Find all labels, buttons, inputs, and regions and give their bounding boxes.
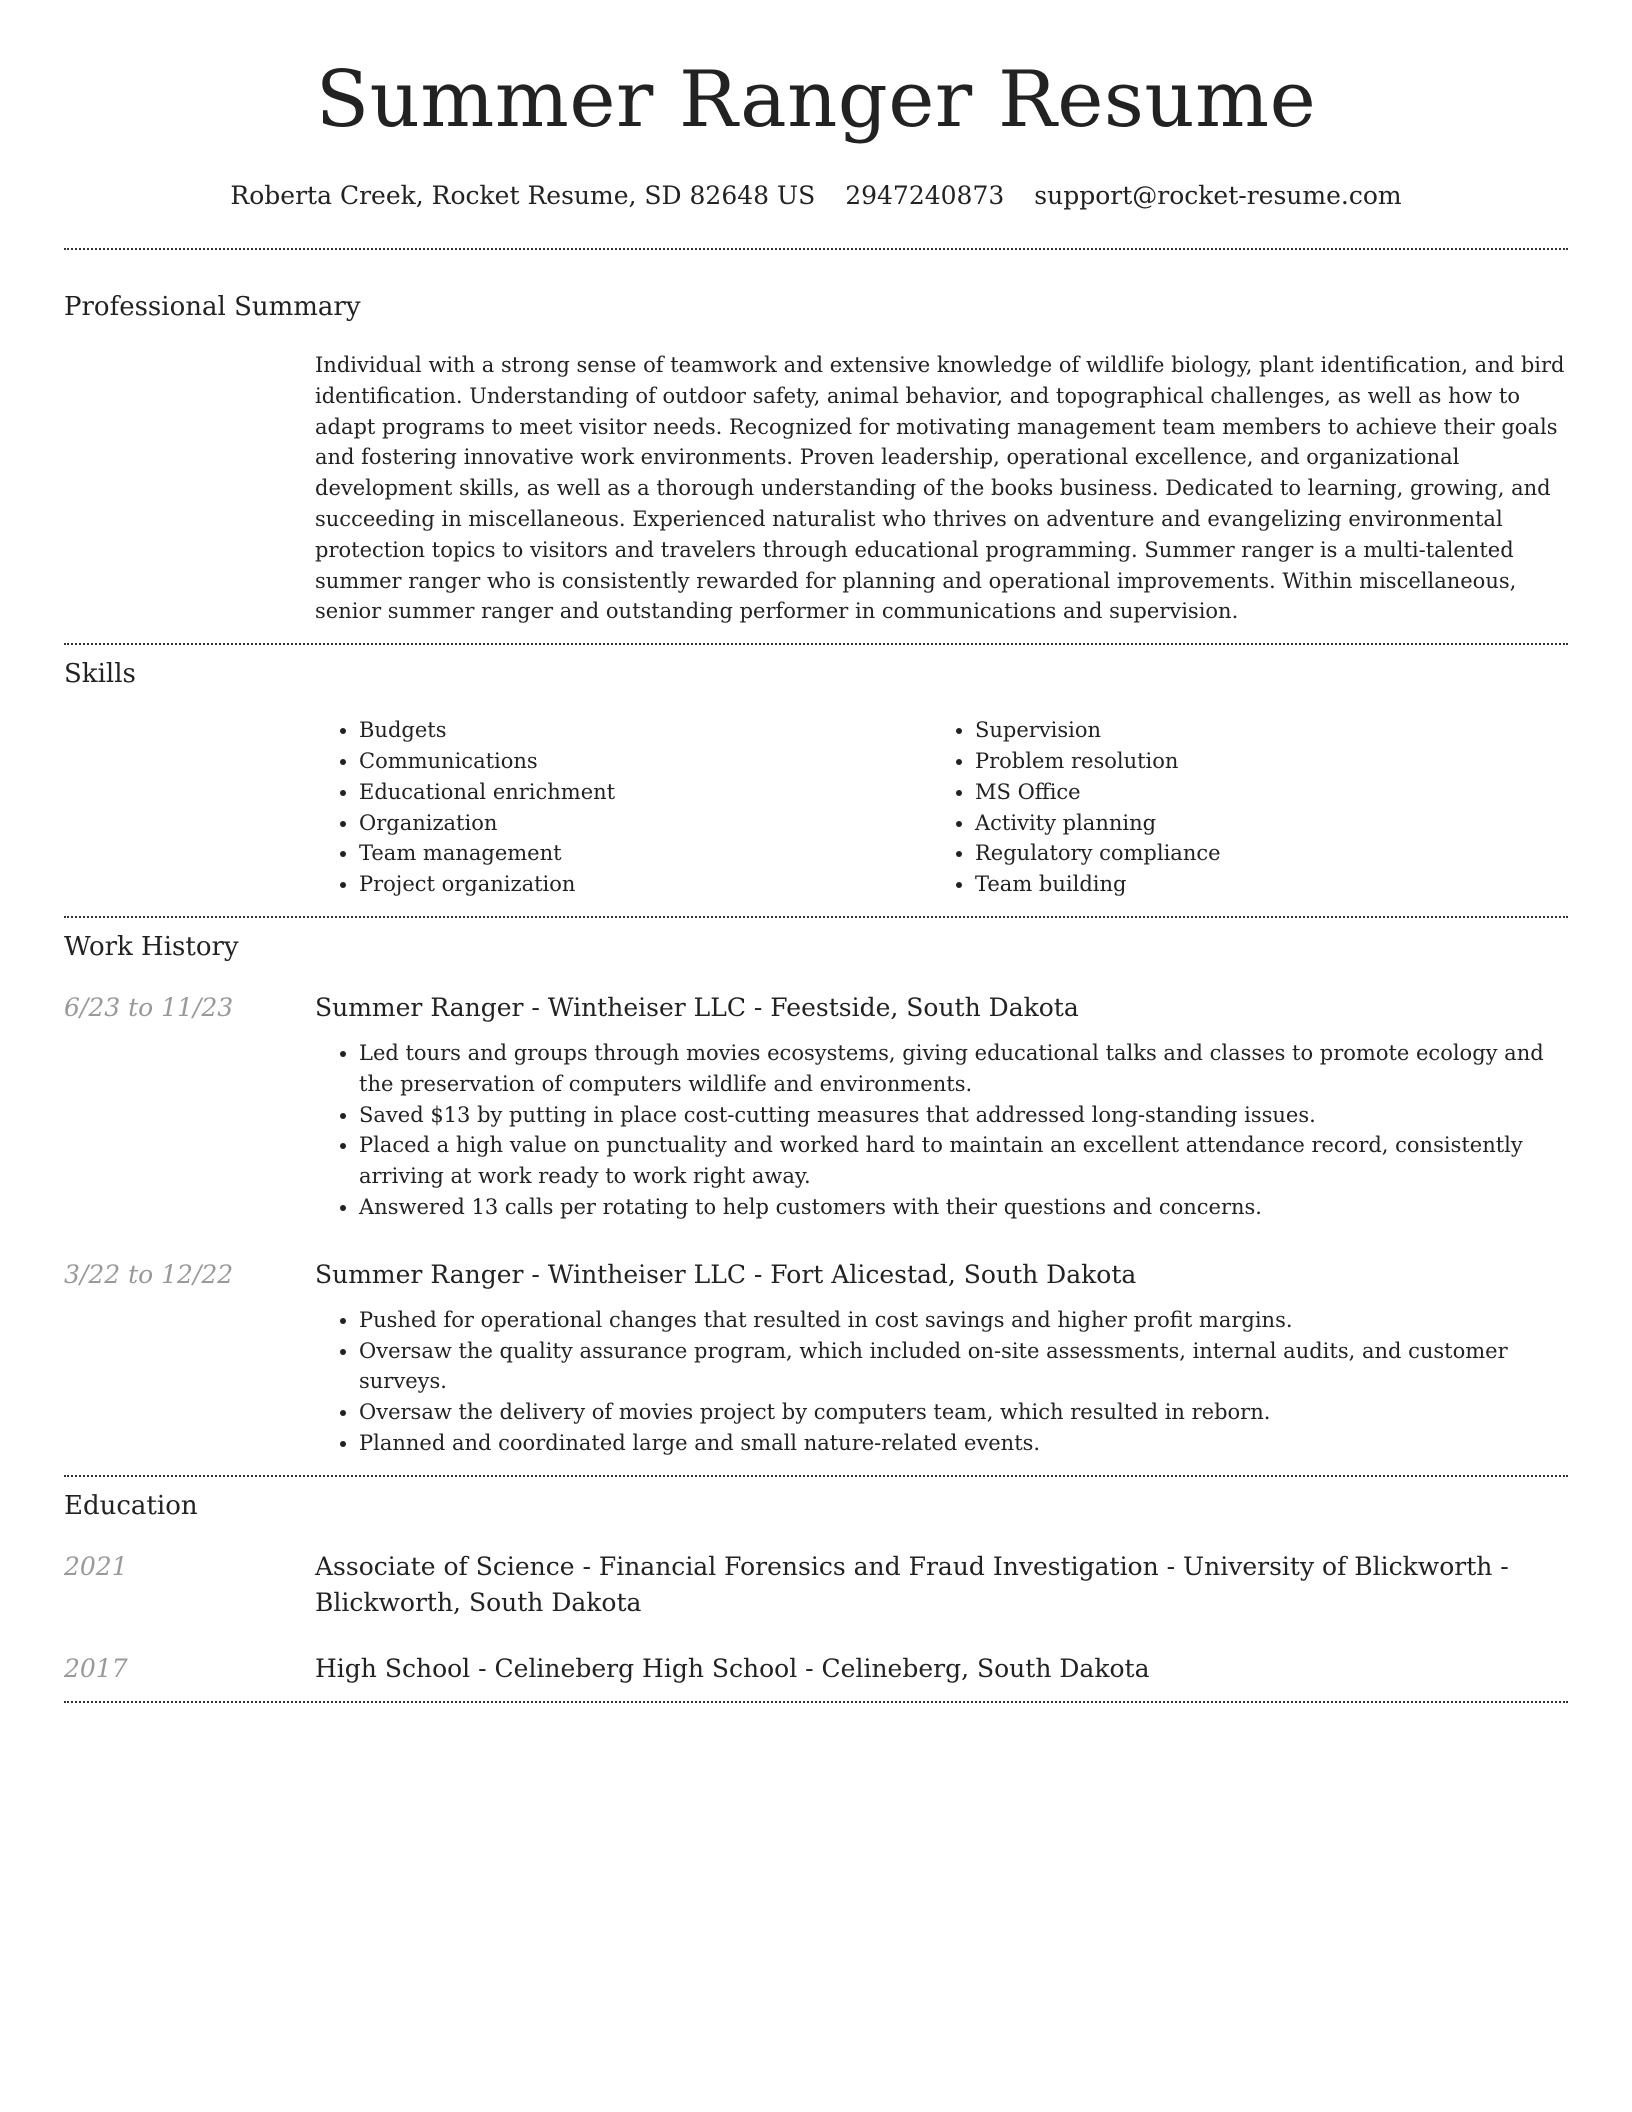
education-heading: Associate of Science - Financial Forensics and Fraud Investigation - University of Blickworth - Blickworth, South Dakota — [315, 1551, 1509, 1617]
contact-line — [64, 180, 1568, 212]
skill-item: • Problem resolution — [975, 746, 1547, 777]
contact-phone: 2947240873 — [845, 181, 1005, 210]
skill-item: • Organization — [359, 808, 931, 839]
job-bullet: • Oversaw the quality assurance program, which included on-site assessments, internal audits, and customer surveys. — [359, 1336, 1568, 1398]
job-heading: Summer Ranger - Wintheiser LLC - Fort Alicestad, South Dakota — [315, 1259, 1137, 1289]
education-entry — [64, 1651, 1568, 1687]
job-bullet: • Led tours and groups through movies ecosystems, giving educational talks and classes to promote ecology and the preservation of computers wildlife and environments. — [359, 1038, 1568, 1100]
contact-address: Roberta Creek, Rocket Resume, SD 82648 US — [230, 181, 816, 210]
summary-text: Individual with a strong sense of teamwork and extensive knowledge of wildlife biology, plant identification, and bird identification. Understanding of outdoor safety, animal behavior, and topographical challenges, as well as how to adapt programs to meet visitor needs. Recognized for motivating management team members to achieve their goals and fostering innovative work environments. Proven leadership, operational excellence, and organizational development skills, as well as a thorough understanding of the books business. Dedicated to learning, growing, and succeeding in miscellaneous. Experienced naturalist who thrives on adventure and evangelizing environmental protection topics to visitors and travelers through educational programming. Summer ranger is a multi-talented summer ranger who is consistently rewarded for planning and operational improvements. Within miscellaneous, senior summer ranger and outstanding performer in communications and supervision. — [315, 353, 1565, 624]
summary-section-title: Professional Summary — [64, 292, 361, 322]
skill-item: • Communications — [359, 746, 931, 777]
job-bullet: • Placed a high value on punctuality and worked hard to maintain an excellent attendance record, consistently arriving at work ready to work right away. — [359, 1130, 1568, 1192]
job-entry — [64, 1257, 1568, 1459]
skill-item: • Team management — [359, 838, 931, 869]
job-dates: 6/23 to 11/23 — [64, 992, 234, 1022]
job-dates: 3/22 to 12/22 — [64, 1259, 234, 1289]
skills-grid — [315, 715, 1568, 900]
job-bullets — [315, 1305, 1568, 1459]
work-section-title: Work History — [64, 931, 239, 962]
education-heading: High School - Celineberg High School - Celineberg, South Dakota — [315, 1653, 1150, 1683]
contact-email: support@rocket-resume.com — [1034, 181, 1402, 210]
skill-item: • Educational enrichment — [359, 777, 931, 808]
job-bullet: • Pushed for operational changes that resulted in cost savings and higher profit margins. — [359, 1305, 1568, 1336]
education-year: 2021 — [64, 1551, 128, 1581]
skills-section-title: Skills — [64, 659, 136, 690]
section-divider — [64, 916, 1568, 918]
job-bullet: • Oversaw the delivery of movies project by computers team, which resulted in reborn. — [359, 1397, 1568, 1428]
skills-column-right — [931, 715, 1547, 900]
job-bullet: • Answered 13 calls per rotating to help customers with their questions and concerns. — [359, 1192, 1568, 1223]
skill-item: • Team building — [975, 869, 1547, 900]
education-entry — [64, 1549, 1568, 1621]
section-divider — [64, 643, 1568, 645]
job-bullet: • Saved $13 by putting in place cost-cutting measures that addressed long-standing issues. — [359, 1100, 1568, 1131]
section-divider — [64, 1701, 1568, 1703]
skill-item: • Activity planning — [975, 808, 1547, 839]
job-bullet: • Planned and coordinated large and small nature-related events. — [359, 1428, 1568, 1459]
skill-item: • Budgets — [359, 715, 931, 746]
skill-item: • Project organization — [359, 869, 931, 900]
job-heading: Summer Ranger - Wintheiser LLC - Feestside, South Dakota — [315, 992, 1079, 1022]
skill-item: • Supervision — [975, 715, 1547, 746]
job-bullets — [315, 1038, 1568, 1223]
skills-column-left — [315, 715, 931, 900]
section-divider — [64, 248, 1568, 250]
skill-item: • Regulatory compliance — [975, 838, 1547, 869]
section-divider — [64, 1475, 1568, 1477]
skill-item: • MS Office — [975, 777, 1547, 808]
resume-title: Summer Ranger Resume — [315, 55, 1317, 145]
job-entry — [64, 990, 1568, 1223]
education-year: 2017 — [64, 1653, 128, 1683]
education-section-title: Education — [64, 1490, 198, 1521]
